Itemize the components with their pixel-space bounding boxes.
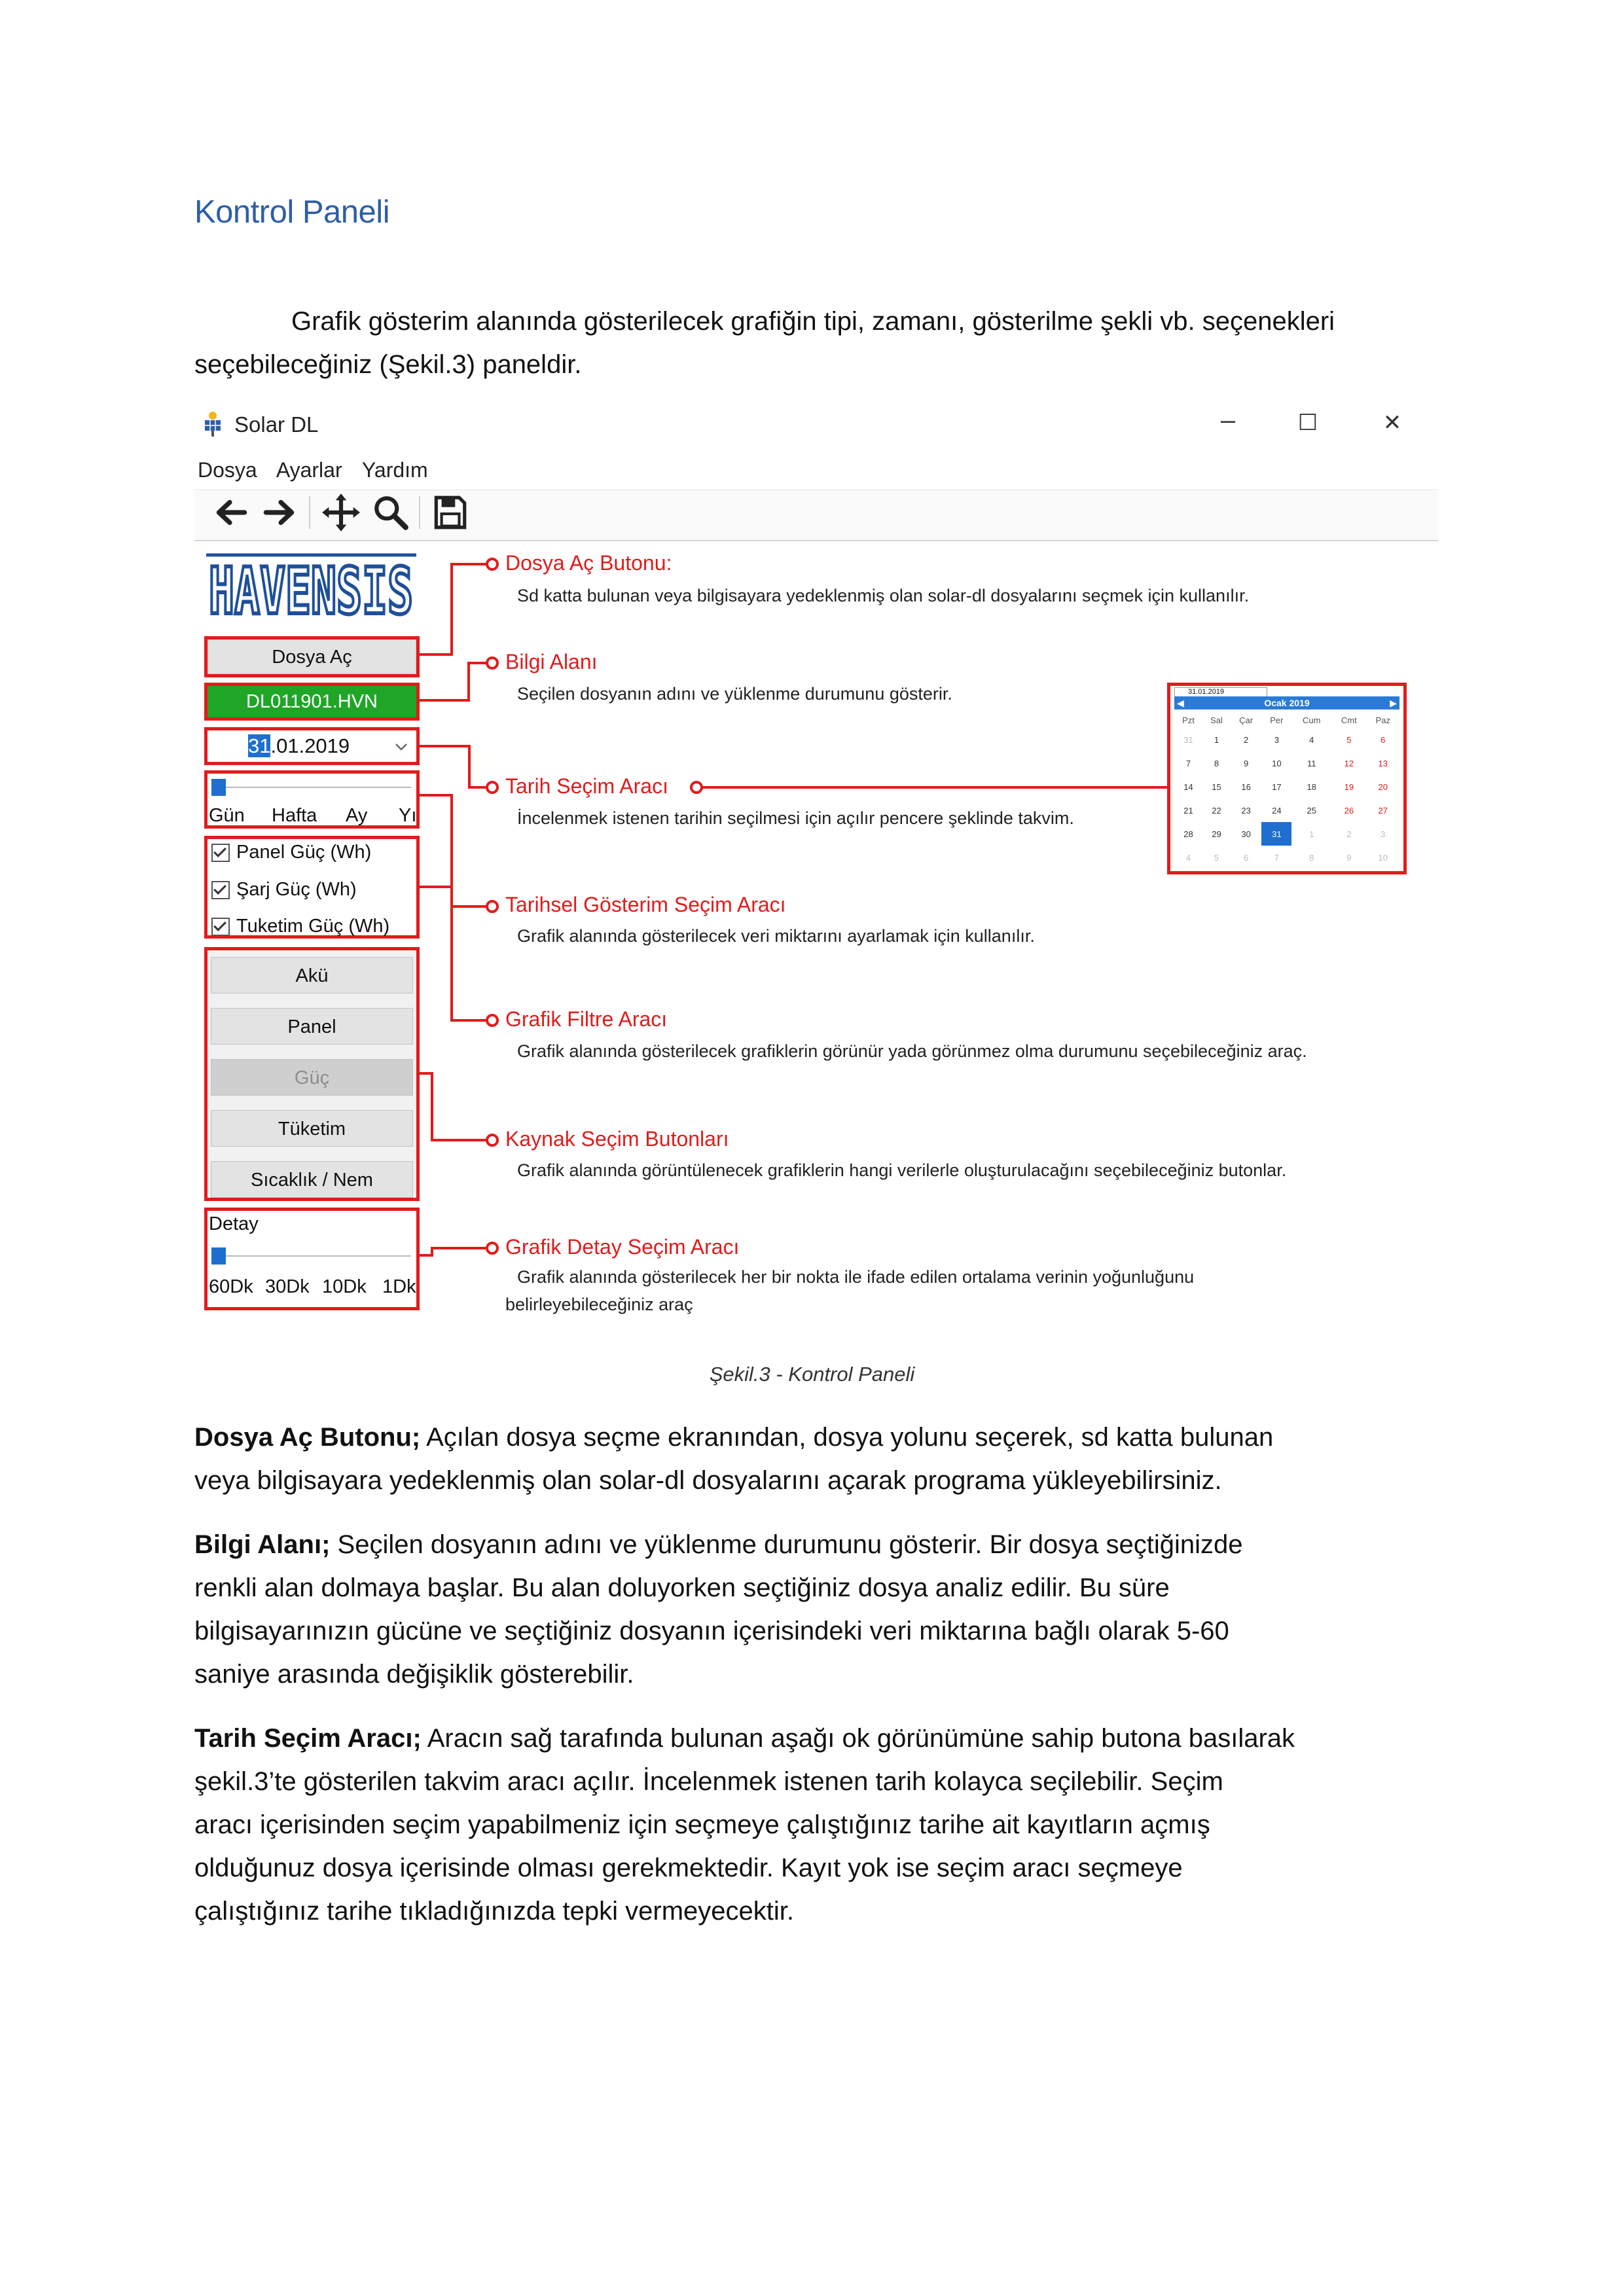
day-of-week: Çar	[1239, 715, 1254, 725]
filter-tuketim-guc[interactable]	[211, 916, 389, 937]
checkbox-checked-icon[interactable]	[211, 881, 230, 899]
annotation-desc: Grafik alanında görüntülenecek grafiklerin hangi verilerle oluşturulacağını seçebileceğiniz butonlar.	[517, 1160, 1287, 1180]
detail-label-1dk: 1Dk	[382, 1276, 416, 1297]
period-label-ay: Ay	[346, 805, 368, 826]
section-text: veya bilgisayara yedeklenmiş olan solar-dl dosyalarını açarak programa yükleyebilirsiniz.	[194, 1466, 1222, 1495]
detail-label: Detay	[209, 1213, 259, 1234]
section-text: olduğunuz dosya içerisinde olması gerekmektedir. Kayıt yok ise seçim aracı seçmeye	[194, 1854, 1183, 1882]
calendar-day[interactable]: 23	[1241, 805, 1251, 816]
calendar-day[interactable]: 5	[1214, 852, 1219, 863]
file-name-status: DL011901.HVN	[208, 686, 416, 717]
section-text: Seçilen dosyanın adını ve yüklenme durumunu gösterir. Bir dosya seçtiğinizde	[330, 1530, 1243, 1559]
section-text: renkli alan dolmaya başlar. Bu alan doluyorken seçtiğiniz dosya analiz edilir. Bu süre	[194, 1573, 1170, 1602]
chevron-down-icon[interactable]	[394, 742, 408, 751]
calendar-day[interactable]: 17	[1272, 781, 1282, 792]
back-arrow-icon[interactable]	[211, 492, 251, 533]
menu-yardim[interactable]: Yardım	[361, 458, 428, 482]
minimize-button[interactable]: –	[1220, 406, 1236, 435]
calendar-day[interactable]: 31	[1183, 734, 1193, 745]
annotation-title: Bilgi Alanı	[505, 650, 598, 673]
calendar-popup	[1167, 683, 1407, 874]
day-of-week: Cmt	[1341, 715, 1357, 725]
annotation-desc: Grafik alanında gösterilecek grafiklerin görünür yada görünmez olma durumunu seçebileceğiniz araç.	[517, 1041, 1307, 1061]
calendar-day[interactable]: 6	[1244, 852, 1249, 863]
period-slider-highlight	[204, 770, 420, 829]
calendar-day[interactable]: 3	[1380, 829, 1386, 839]
calendar-day[interactable]: 16	[1241, 781, 1251, 792]
page-heading: Kontrol Paneli	[194, 194, 390, 230]
day-of-week: Sal	[1210, 715, 1223, 725]
day-of-week: Cum	[1302, 715, 1321, 725]
move-icon[interactable]	[321, 492, 361, 533]
calendar-day[interactable]: 12	[1344, 758, 1354, 768]
filter-sarj-guc[interactable]	[211, 879, 357, 901]
annotation-desc: Grafik alanında gösterilecek her bir nokta ile ifade edilen ortalama verinin yoğunluğunu	[517, 1267, 1195, 1287]
calendar-month-label: Ocak 2019	[1264, 698, 1310, 708]
day-of-week: Pzt	[1182, 715, 1195, 725]
calendar-day[interactable]: 9	[1244, 758, 1249, 768]
detail-label-10dk: 10Dk	[322, 1276, 367, 1297]
window-title: Solar DL	[234, 412, 319, 437]
annotation-title: Tarihsel Gösterim Seçim Aracı	[505, 893, 786, 916]
calendar-day[interactable]: 7	[1185, 758, 1191, 768]
calendar-day[interactable]: 2	[1244, 734, 1249, 745]
close-button[interactable]: ✕	[1382, 410, 1402, 435]
calendar-day[interactable]: 4	[1309, 734, 1314, 745]
zoom-icon[interactable]	[370, 492, 411, 533]
intro-paragraph	[194, 300, 1438, 386]
menu-dosya[interactable]: Dosya	[198, 458, 257, 482]
calendar-day[interactable]: 19	[1344, 781, 1354, 792]
section-text: bilgisayarınızın gücüne ve seçtiğiniz dosyanın içerisindeki veri miktarına bağlı olarak 5-60	[194, 1617, 1229, 1645]
calendar-day[interactable]: 18	[1307, 781, 1316, 792]
calendar-day[interactable]: 27	[1378, 805, 1388, 816]
calendar-date-input[interactable]: 31.01.2019	[1174, 687, 1267, 697]
info-area-highlight	[204, 683, 420, 721]
calendar-day[interactable]: 29	[1212, 829, 1221, 839]
period-slider-thumb[interactable]	[211, 779, 226, 796]
havensis-logo	[205, 553, 418, 629]
annotation-title: Kaynak Seçim Butonları	[505, 1127, 729, 1151]
chevron-left-icon[interactable]: ◀	[1177, 698, 1184, 708]
detail-label-60dk: 60Dk	[209, 1276, 253, 1297]
source-panel-button[interactable]: Panel	[211, 1008, 413, 1045]
day-of-week: Per	[1270, 715, 1284, 725]
calendar-day[interactable]: 20	[1378, 781, 1388, 792]
period-slider-track	[211, 787, 411, 788]
calendar-day[interactable]: 14	[1183, 781, 1193, 792]
annotation-desc: Grafik alanında gösterilecek veri miktarını ayarlamak için kullanılır.	[517, 926, 1035, 946]
section-text: Aracın sağ tarafında bulunan aşağı ok görünümüne sahip butona basılarak	[421, 1724, 1295, 1753]
source-aku-button[interactable]: Akü	[211, 957, 413, 994]
forward-arrow-icon[interactable]	[259, 492, 300, 533]
date-rest: .01.2019	[270, 734, 350, 757]
menu-bar	[198, 458, 442, 482]
day-of-week: Paz	[1375, 715, 1390, 725]
chevron-right-icon[interactable]: ▶	[1390, 698, 1397, 708]
calendar-day[interactable]: 22	[1212, 805, 1221, 816]
section-tarih-secim	[194, 1717, 1438, 1933]
calendar-day[interactable]: 15	[1212, 781, 1221, 792]
source-tuketim-button[interactable]: Tüketim	[211, 1110, 413, 1147]
logo-text: HAVENSIS	[209, 554, 413, 629]
toolbar-separator	[309, 496, 310, 529]
checkbox-checked-icon[interactable]	[211, 844, 230, 862]
detail-slider-highlight	[204, 1208, 420, 1310]
calendar-day[interactable]: 11	[1307, 758, 1316, 768]
filter-label: Şarj Güç (Wh)	[236, 879, 357, 900]
section-term: Dosya Aç Butonu;	[194, 1423, 421, 1452]
section-text: aracı içerisinden seçim yapabilmeniz için seçmeye çalıştığınız tarihe ait kayıtların açmış	[194, 1810, 1210, 1839]
source-guc-button[interactable]: Güç	[211, 1059, 413, 1096]
calendar-day[interactable]: 7	[1274, 852, 1279, 863]
date-picker-input[interactable]	[248, 734, 350, 758]
calendar-day[interactable]: 8	[1214, 758, 1219, 768]
calendar-day[interactable]: 30	[1241, 829, 1251, 839]
section-text: Açılan dosya seçme ekranından, dosya yolunu seçerek, sd katta bulunan	[420, 1423, 1274, 1452]
calendar-day[interactable]: 1	[1309, 829, 1314, 839]
calendar-day[interactable]: 3	[1274, 734, 1279, 745]
figure-caption: Şekil.3 - Kontrol Paneli	[709, 1363, 915, 1386]
section-bilgi-alani	[194, 1523, 1438, 1696]
section-term: Tarih Seçim Aracı;	[194, 1724, 422, 1753]
period-label-gun: Gün	[209, 805, 245, 826]
detail-slider-track	[211, 1255, 411, 1257]
graph-filter-highlight	[204, 836, 420, 939]
intro-line-2: seçebileceğiniz (Şekil.3) paneldir.	[194, 350, 582, 379]
annotation-desc: Seçilen dosyanın adını ve yüklenme durumunu gösterir.	[517, 684, 952, 704]
filter-label: Panel Güç (Wh)	[236, 842, 372, 863]
maximize-button[interactable]: ☐	[1297, 410, 1318, 435]
calendar-day[interactable]: 25	[1307, 805, 1316, 816]
section-text: şekil.3’te gösterilen takvim aracı açılır. İncelenmek istenen tarih kolayca seçilebilir. Seçim	[194, 1767, 1223, 1796]
annotation-desc: İncelenmek istenen tarihin seçilmesi için açılır pencere şeklinde takvim.	[517, 808, 1074, 828]
calendar-day[interactable]: 2	[1346, 829, 1352, 839]
annotation-title: Dosya Aç Butonu:	[505, 551, 672, 575]
source-buttons-highlight	[204, 947, 420, 1201]
calendar-day[interactable]: 8	[1309, 852, 1314, 863]
calendar-day[interactable]: 13	[1378, 758, 1388, 768]
calendar-day[interactable]: 21	[1183, 805, 1193, 816]
filter-panel-guc[interactable]	[211, 842, 371, 863]
calendar-day[interactable]: 26	[1344, 805, 1354, 816]
annotation-title: Grafik Detay Seçim Aracı	[505, 1235, 740, 1259]
calendar-day-selected[interactable]: 31	[1261, 822, 1291, 846]
calendar-day[interactable]: 5	[1346, 734, 1352, 745]
open-file-button[interactable]: Dosya Aç	[208, 639, 416, 674]
source-sicaklik-nem-button[interactable]: Sıcaklık / Nem	[211, 1161, 413, 1198]
calendar-grid	[1174, 712, 1399, 869]
annotation-desc: Sd katta bulunan veya bilgisayara yedeklenmiş olan solar-dl dosyalarını seçmek için kullanılır.	[517, 586, 1250, 605]
annotation-title: Grafik Filtre Aracı	[505, 1007, 668, 1031]
date-selected-part: 31	[248, 734, 271, 757]
detail-slider-thumb[interactable]	[211, 1247, 226, 1265]
checkbox-checked-icon[interactable]	[211, 918, 230, 936]
period-label-yil: Yı	[399, 805, 417, 826]
section-text: saniye arasında değişiklik gösterebilir.	[194, 1660, 634, 1689]
annotation-desc: belirleyebileceğiniz araç	[505, 1295, 693, 1314]
date-picker-highlight	[204, 727, 420, 765]
calendar-day[interactable]: 4	[1185, 852, 1191, 863]
section-dosya-ac	[194, 1416, 1438, 1502]
calendar-day[interactable]: 10	[1272, 758, 1282, 768]
calendar-day[interactable]: 28	[1183, 829, 1193, 839]
intro-line-1: Grafik gösterim alanında gösterilecek grafiğin tipi, zamanı, gösterilme şekli vb. seçenekleri	[291, 307, 1335, 336]
open-file-highlight	[204, 636, 420, 677]
period-label-hafta: Hafta	[272, 805, 317, 826]
annotation-title: Tarih Seçim Aracı	[505, 774, 668, 798]
detail-label-30dk: 30Dk	[265, 1276, 310, 1297]
calendar-day[interactable]: 6	[1380, 734, 1386, 745]
section-text: çalıştığınız tarihe tıkladığınızda tepki vermeyecektir.	[194, 1897, 794, 1926]
solar-panel-icon	[203, 411, 223, 437]
calendar-day[interactable]: 10	[1378, 852, 1388, 863]
calendar-day[interactable]: 9	[1346, 852, 1352, 863]
filter-label: Tuketim Güç (Wh)	[236, 916, 390, 937]
calendar-day[interactable]: 24	[1272, 805, 1282, 816]
section-term: Bilgi Alanı;	[194, 1530, 331, 1559]
menu-ayarlar[interactable]: Ayarlar	[276, 458, 342, 482]
calendar-day[interactable]: 1	[1214, 734, 1219, 745]
save-icon[interactable]	[429, 492, 470, 533]
calendar-month-header	[1174, 696, 1399, 709]
toolbar-separator	[419, 496, 420, 529]
